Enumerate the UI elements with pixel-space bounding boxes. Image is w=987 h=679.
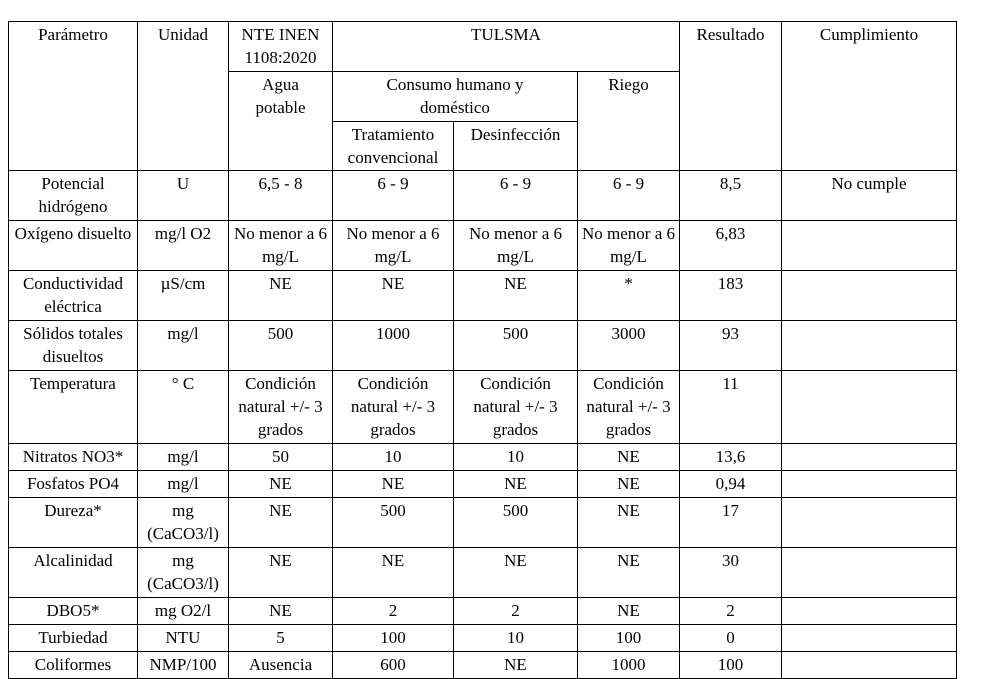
table-row [9,598,957,625]
riego-cell: NE [578,498,680,548]
cumplimiento-cell [782,444,957,471]
resultado-cell: 183 [680,271,782,321]
table-row [9,371,957,444]
unidad-cell: NTU [138,625,229,652]
riego-cell: 6 - 9 [578,171,680,221]
parametro-cell: Coliformes [9,652,138,679]
parametro-cell: Nitratos NO3* [9,444,138,471]
cumplimiento-cell [782,548,957,598]
resultado-cell: 11 [680,371,782,444]
table-row [9,221,957,271]
nte-cell: No menor a 6 mg/L [229,221,333,271]
resultado-cell: 0,94 [680,471,782,498]
nte-cell: 500 [229,321,333,371]
header-row-1 [9,22,957,72]
parametro-cell: Temperatura [9,371,138,444]
desinfeccion-cell: 500 [454,321,578,371]
resultado-cell: 93 [680,321,782,371]
table-row [9,498,957,548]
table-row [9,444,957,471]
parametro-cell: Alcalinidad [9,548,138,598]
header-parametro: Parámetro [9,22,138,171]
desinfeccion-cell: NE [454,471,578,498]
resultado-cell: 2 [680,598,782,625]
resultado-cell: 8,5 [680,171,782,221]
cumplimiento-cell [782,625,957,652]
riego-cell: NE [578,598,680,625]
desinfeccion-cell: 10 [454,444,578,471]
tratamiento-cell: 6 - 9 [333,171,454,221]
tratamiento-cell: No menor a 6 mg/L [333,221,454,271]
header-nte: NTE INEN 1108:2020 [229,22,333,72]
unidad-cell: U [138,171,229,221]
unidad-cell: mg (CaCO3/l) [138,498,229,548]
tratamiento-cell: 100 [333,625,454,652]
header-tratamiento: Tratamiento convencional [333,122,454,171]
tratamiento-cell: NE [333,548,454,598]
table-row [9,548,957,598]
nte-cell: NE [229,498,333,548]
tratamiento-cell: Condición natural +/- 3 grados [333,371,454,444]
parametro-cell: Turbiedad [9,625,138,652]
cumplimiento-cell [782,221,957,271]
header-riego: Riego [578,72,680,171]
tratamiento-cell: NE [333,471,454,498]
table-row [9,271,957,321]
table-row [9,471,957,498]
nte-cell: Condición natural +/- 3 grados [229,371,333,444]
desinfeccion-cell: 10 [454,625,578,652]
parametro-cell: Potencial hidrógeno [9,171,138,221]
nte-cell: 5 [229,625,333,652]
resultado-cell: 13,6 [680,444,782,471]
header-consumo: Consumo humano y doméstico [333,72,578,122]
table-row [9,652,957,679]
unidad-cell: mg/l [138,321,229,371]
table-row [9,625,957,652]
desinfeccion-cell: No menor a 6 mg/L [454,221,578,271]
riego-cell: 100 [578,625,680,652]
riego-cell: NE [578,548,680,598]
header-unidad: Unidad [138,22,229,171]
nte-cell: NE [229,271,333,321]
header-resultado: Resultado [680,22,782,171]
unidad-cell: mg (CaCO3/l) [138,548,229,598]
desinfeccion-cell: NE [454,652,578,679]
unidad-cell: mg/l [138,471,229,498]
nte-cell: Ausencia [229,652,333,679]
cumplimiento-cell [782,652,957,679]
tratamiento-cell: 2 [333,598,454,625]
desinfeccion-cell: 2 [454,598,578,625]
parametro-cell: Dureza* [9,498,138,548]
parametro-cell: Oxígeno disuelto [9,221,138,271]
parametro-cell: Conductividad eléctrica [9,271,138,321]
nte-cell: 50 [229,444,333,471]
tratamiento-cell: NE [333,271,454,321]
cumplimiento-cell [782,471,957,498]
table-row [9,321,957,371]
desinfeccion-cell: 500 [454,498,578,548]
cumplimiento-cell [782,271,957,321]
tratamiento-cell: 10 [333,444,454,471]
header-cumplimiento: Cumplimiento [782,22,957,171]
riego-cell: * [578,271,680,321]
desinfeccion-cell: NE [454,271,578,321]
nte-cell: NE [229,598,333,625]
tratamiento-cell: 600 [333,652,454,679]
unidad-cell: mg/l [138,444,229,471]
unidad-cell: µS/cm [138,271,229,321]
unidad-cell: NMP/100 [138,652,229,679]
parametro-cell: Sólidos totales disueltos [9,321,138,371]
nte-cell: NE [229,548,333,598]
riego-cell: Condición natural +/- 3 grados [578,371,680,444]
resultado-cell: 0 [680,625,782,652]
tratamiento-cell: 500 [333,498,454,548]
resultado-cell: 100 [680,652,782,679]
water-quality-table [8,21,957,679]
desinfeccion-cell: Condición natural +/- 3 grados [454,371,578,444]
parametro-cell: Fosfatos PO4 [9,471,138,498]
riego-cell: No menor a 6 mg/L [578,221,680,271]
tratamiento-cell: 1000 [333,321,454,371]
desinfeccion-cell: NE [454,548,578,598]
riego-cell: NE [578,471,680,498]
header-tulsma: TULSMA [333,22,680,72]
desinfeccion-cell: 6 - 9 [454,171,578,221]
resultado-cell: 17 [680,498,782,548]
cumplimiento-cell [782,371,957,444]
header-desinfeccion: Desinfección [454,122,578,171]
nte-cell: NE [229,471,333,498]
parametro-cell: DBO5* [9,598,138,625]
riego-cell: NE [578,444,680,471]
unidad-cell: mg O2/l [138,598,229,625]
cumplimiento-cell [782,498,957,548]
unidad-cell: mg/l O2 [138,221,229,271]
cumplimiento-cell: No cumple [782,171,957,221]
resultado-cell: 6,83 [680,221,782,271]
riego-cell: 1000 [578,652,680,679]
resultado-cell: 30 [680,548,782,598]
cumplimiento-cell [782,598,957,625]
unidad-cell: ° C [138,371,229,444]
cumplimiento-cell [782,321,957,371]
header-agua-potable: Agua potable [229,72,333,171]
table-row [9,171,957,221]
riego-cell: 3000 [578,321,680,371]
nte-cell: 6,5 - 8 [229,171,333,221]
